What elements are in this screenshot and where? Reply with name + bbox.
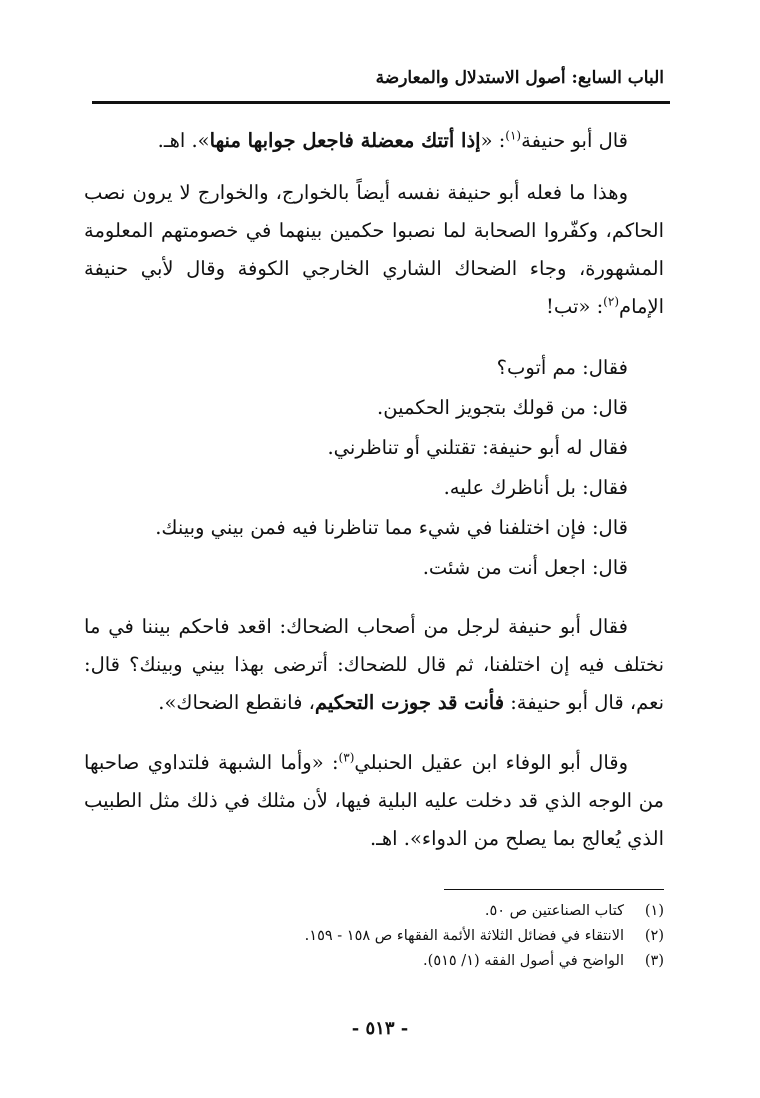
dialogue-speaker: فقال له أبو حنيفة: [482, 436, 628, 459]
footnote-item [84, 949, 664, 974]
dialogue-text: فإن اختلفنا في شيء مما تناظرنا فيه فمن بيني وبينك. [155, 516, 592, 539]
p3-after: ، فانقطع الضحاك». [158, 691, 315, 714]
page-number: - ٥١٣ - [351, 1018, 409, 1039]
paragraph-arbitration [84, 608, 664, 722]
p4-after: : «وأما الشبهة فلتداوي صاحبها من الوجه الذي قد دخلت عليه البلية فيها، لأن مثلك في ذلك مثل الطبيب الذي يُعالج بما يصلح من الدواء». اهـ. [84, 751, 664, 850]
header-rule [92, 101, 670, 104]
running-header: الباب السابع: أصول الاستدلال والمعارضة [375, 68, 664, 88]
footnote-text: كتاب الصناعتين ص ٥٠. [484, 903, 624, 919]
dialogue-text: بل أناظرك عليه. [443, 476, 583, 499]
dialogue-speaker: قال: [591, 516, 628, 539]
footnote-separator [444, 889, 664, 890]
p2-text: وهذا ما فعله أبو حنيفة نفسه أيضاً بالخوارج، والخوارج لا يرون نصب الحاكم، وكفّروا الصحابة لما نصبوا حكمين بينهما في خصومتهم المعلومة المشهورة، وجاء الضحاك الشاري الخارجي الكوفة وقال لأبي حنيفة الإمام [84, 181, 664, 318]
dialogue-text: من قولك بتجويز الحكمين. [377, 396, 592, 419]
p1-text: قال أبو حنيفة [521, 129, 628, 152]
dialogue-line [84, 348, 628, 388]
footnote-ref-3[interactable]: (٣) [338, 750, 355, 765]
paragraph-abu-hanifa-quote [84, 122, 664, 160]
dialogue-block [84, 348, 664, 588]
dialogue-line [84, 548, 628, 588]
p4-text: وقال أبو الوفاء ابن عقيل الحنبلي [354, 751, 628, 774]
p3-text: فقال أبو حنيفة لرجل من أصحاب الضحاك: اقعد فاحكم بيننا في ما نختلف فيه إن اختلفنا، ثم قال للضحاك: أترضى بهذا بيني وبينك؟ قال: نعم، قال أبو حنيفة: [84, 615, 664, 714]
p1-bold-quote: إذا أتتك معضلة فاجعل جوابها منها [209, 129, 481, 152]
dialogue-line [84, 468, 628, 508]
dialogue-line [84, 388, 628, 428]
p1-open: : « [480, 129, 506, 152]
footnote-item [84, 899, 664, 924]
dialogue-text: اجعل أنت من شئت. [422, 556, 592, 579]
paragraph-khawarij [84, 174, 664, 326]
footnotes [84, 899, 664, 974]
footnote-text: الانتقاء في فضائل الثلاثة الأئمة الفقهاء ص ١٥٨ - ١٥٩. [304, 928, 624, 944]
footnote-number: (٣) [644, 953, 664, 969]
p2-after: : «تب! [546, 295, 604, 318]
footnote-ref-2[interactable]: (٢) [603, 294, 619, 309]
footnote-ref-1[interactable]: (١) [505, 128, 522, 143]
dialogue-text: مم أتوب؟ [496, 356, 583, 379]
dialogue-speaker: فقال: [582, 356, 628, 379]
footnote-number: (٢) [644, 928, 664, 944]
dialogue-speaker: فقال: [582, 476, 628, 499]
p1-close: ». اهـ. [157, 129, 210, 152]
footnote-item [84, 924, 664, 949]
footnote-number: (١) [644, 903, 664, 919]
p3-bold: فأنت قد جوزت التحكيم [314, 691, 505, 714]
dialogue-line [84, 428, 628, 468]
dialogue-speaker: قال: [591, 396, 628, 419]
dialogue-text: تقتلني أو تناظرني. [327, 436, 483, 459]
paragraph-ibn-aqil [84, 744, 664, 858]
dialogue-speaker: قال: [591, 556, 628, 579]
dialogue-line [84, 508, 628, 548]
footnote-text: الواضح في أصول الفقه (١/ ٥١٥). [423, 953, 624, 969]
main-text [84, 122, 664, 858]
